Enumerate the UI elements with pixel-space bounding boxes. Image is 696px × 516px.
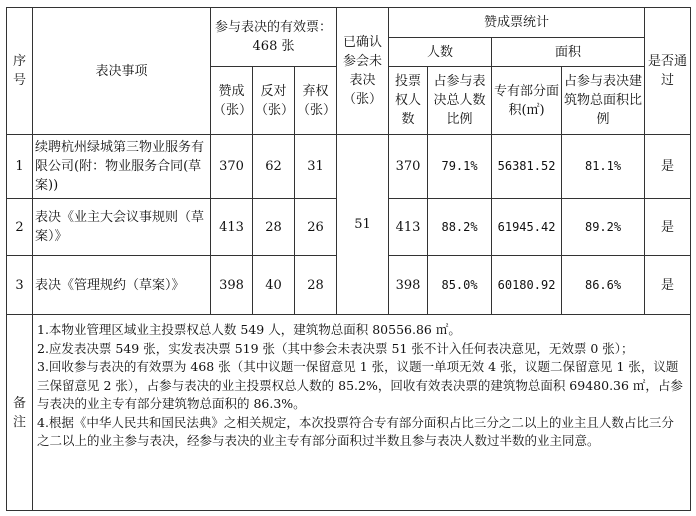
- notes-label: 备注: [7, 315, 33, 511]
- header-approve: 赞成（张）: [211, 67, 253, 135]
- row-abstain: 28: [295, 256, 337, 315]
- header-seq: 序号: [7, 8, 33, 135]
- row-item: 表决《管理规约（草案）》: [33, 256, 211, 315]
- row-area-ratio: 81.1%: [562, 135, 645, 199]
- row-people-ratio: 88.2%: [428, 199, 492, 256]
- header-people-ratio: 占参与表决总人数比例: [428, 67, 492, 135]
- row-abstain: 31: [295, 135, 337, 199]
- row-passed: 是: [645, 256, 691, 315]
- note-item: 3.回收参与表决的有效票为 468 张（其中议题一保留意见 1 张，议题一单项无效 4 张，议题二保留意见 1 张，议题三保留意见 2 张），占参与表决的业主投票权总人数的 85.2%，回收有效表决票的建筑物总面积 69480.36 ㎡，占参与表决的业主专有部分建筑物总面积的 86.3%。: [37, 359, 683, 411]
- row-approve: 398: [211, 256, 253, 315]
- note-item: 2.应发表决票 549 张，实发表决票 519 张（其中参会未表决票 51 张不计入任何表决意见，无效票 0 张）；: [37, 340, 634, 356]
- header-exclusive-area: 专有部分面积(㎡): [492, 67, 562, 135]
- header-people: 人数: [389, 38, 492, 67]
- row-vote-people: 398: [389, 256, 428, 315]
- header-approve-stats: 赞成票统计: [389, 8, 645, 38]
- table-row: [7, 135, 691, 199]
- row-seq: 2: [7, 199, 33, 256]
- header-result: 是否通过: [645, 8, 691, 135]
- vote-results-table: [6, 7, 691, 511]
- header-area-ratio: 占参与表决建筑物总面积比例: [562, 67, 645, 135]
- row-passed: 是: [645, 135, 691, 199]
- row-vote-people: 370: [389, 135, 428, 199]
- row-passed: 是: [645, 199, 691, 256]
- header-area: 面积: [492, 38, 645, 67]
- header-confirmed: 已确认参会未表决（张）: [337, 8, 389, 135]
- row-seq: 1: [7, 135, 33, 199]
- row-area: 56381.52: [492, 135, 562, 199]
- row-people-ratio: 79.1%: [428, 135, 492, 199]
- note-item: 1.本物业管理区域业主投票权总人数 549 人，建筑物总面积 80556.86 ㎡。: [37, 322, 461, 337]
- row-oppose: 62: [253, 135, 295, 199]
- row-area-ratio: 86.6%: [562, 256, 645, 315]
- row-approve: 413: [211, 199, 253, 256]
- notes-content: [33, 315, 691, 511]
- confirmed-value: 51: [337, 135, 389, 315]
- header-vote-people: 投票权人数: [389, 67, 428, 135]
- row-area: 60180.92: [492, 256, 562, 315]
- header-abstain: 弃权（张）: [295, 67, 337, 135]
- header-item: 表决事项: [33, 8, 211, 135]
- notes-row: [7, 315, 691, 511]
- row-seq: 3: [7, 256, 33, 315]
- row-item: 表决《业主大会议事规则（草案）》: [33, 199, 211, 256]
- row-oppose: 28: [253, 199, 295, 256]
- row-approve: 370: [211, 135, 253, 199]
- row-people-ratio: 85.0%: [428, 256, 492, 315]
- row-area-ratio: 89.2%: [562, 199, 645, 256]
- row-abstain: 26: [295, 199, 337, 256]
- row-item: 续聘杭州绿城第三物业服务有限公司(附：物业服务合同(草案)): [33, 135, 211, 199]
- note-item: 4.根据《中华人民共和国民法典》之相关规定，本次投票符合专有部分面积占比三分之二以上的业主且人数占比三分之二以上的业主参与表决，经参与表决的业主专有部分面积过半数且参与表决人数过半数的业主同意。: [37, 414, 674, 448]
- row-area: 61945.42: [492, 199, 562, 256]
- header-valid-votes: 参与表决的有效票：468 张: [211, 8, 337, 67]
- header-oppose: 反对（张）: [253, 67, 295, 135]
- row-oppose: 40: [253, 256, 295, 315]
- row-vote-people: 413: [389, 199, 428, 256]
